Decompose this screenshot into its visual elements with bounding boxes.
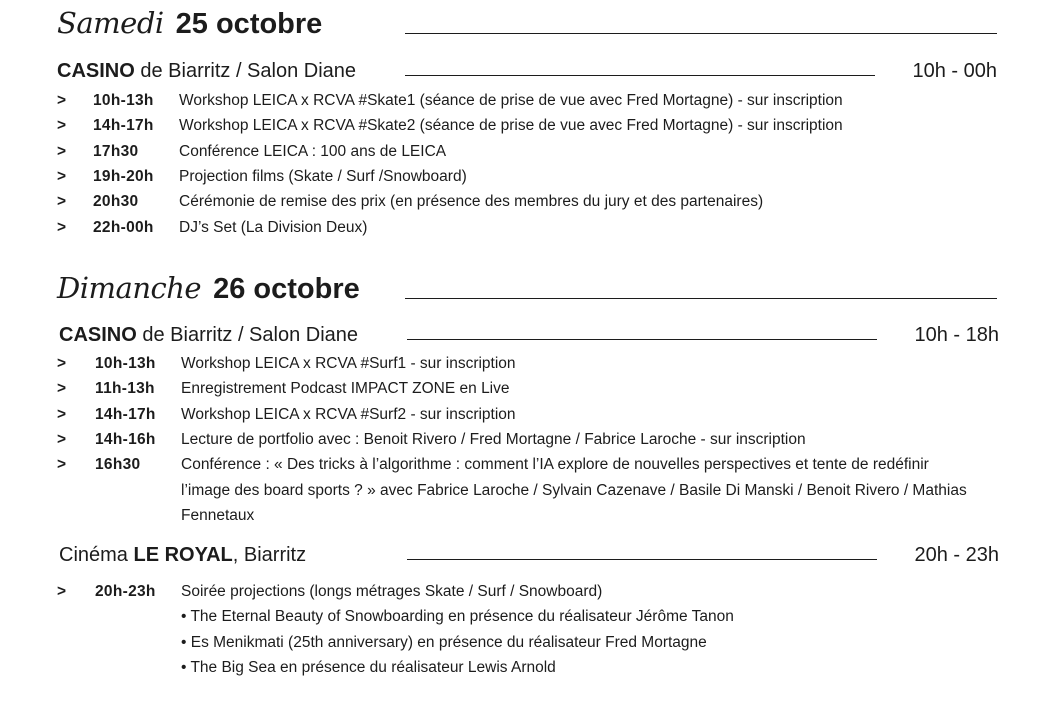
- arrow-icon: >: [57, 92, 67, 109]
- item-description: Conférence : « Des tricks à l’algorithme : comment l’IA explore de nouvelles perspectives et tente de redéfinir l’image des board sports ? » avec Fabrice Laroche / Sylvain Cazenave / Basile Di Manski / Benoit Rivero / Mathias Fennetaux: [181, 456, 967, 524]
- item-description: Enregistrement Podcast IMPACT ZONE en Live: [181, 380, 510, 398]
- venue-heading: [57, 60, 997, 86]
- venue-hours: 10h - 18h: [914, 324, 999, 346]
- item-time: 14h-17h: [95, 405, 156, 423]
- item-description: DJ’s Set (La Division Deux): [179, 218, 368, 236]
- item-time: 17h30: [93, 142, 139, 160]
- item-time: 11h-13h: [95, 380, 155, 398]
- arrow-icon: >: [57, 405, 67, 423]
- venue-hours: 20h - 23h: [914, 544, 999, 566]
- item-time: 14h-17h: [93, 117, 154, 135]
- arrow-icon: >: [57, 167, 67, 185]
- arrow-icon: >: [57, 117, 67, 135]
- venue-name-bold: LE ROYAL: [133, 544, 233, 566]
- venue-suffix: de Biarritz / Salon Diane: [136, 324, 359, 346]
- item-description: Projection films (Skate / Surf /Snowboard): [179, 167, 467, 185]
- venue-suffix: , Biarritz: [232, 544, 307, 566]
- item-description: Cérémonie de remise des prix (en présence des membres du jury et des partenaires): [179, 193, 764, 211]
- venue-prefix: Cinéma: [59, 544, 134, 566]
- venue-heading: [59, 544, 999, 570]
- arrow-icon: >: [57, 430, 67, 448]
- item-description: Soirée projections (longs métrages Skate / Surf / Snowboard): [181, 583, 603, 600]
- day-date: 25 octobre: [175, 8, 323, 40]
- day-date: 26 octobre: [213, 273, 360, 305]
- arrow-icon: >: [57, 142, 67, 160]
- arrow-icon: >: [57, 355, 67, 372]
- film-item: • The Big Sea en présence du réalisateur Lewis Arnold: [181, 659, 556, 677]
- item-time: 19h-20h: [93, 167, 154, 185]
- arrow-icon: >: [57, 218, 67, 236]
- venue-name: [57, 60, 356, 82]
- item-description: Workshop LEICA x RCVA #Surf2 - sur inscription: [181, 405, 516, 423]
- arrow-icon: >: [57, 380, 67, 398]
- item-description: Lecture de portfolio avec : Benoit Rivero / Fred Mortagne / Fabrice Laroche - sur inscription: [181, 430, 806, 448]
- item-time: 16h30: [95, 456, 141, 474]
- item-time: 14h-16h: [95, 430, 156, 448]
- item-time: 10h-13h: [95, 355, 156, 372]
- item-time: 10h-13h: [93, 92, 154, 109]
- item-description: Workshop LEICA x RCVA #Skate1 (séance de prise de vue avec Fred Mortagne) - sur inscription: [179, 92, 843, 109]
- arrow-icon: >: [57, 456, 67, 474]
- item-time: 22h-00h: [93, 218, 154, 236]
- venue-name: [59, 544, 306, 566]
- film-item: • The Eternal Beauty of Snowboarding en présence du réalisateur Jérôme Tanon: [181, 608, 734, 626]
- venue-name-bold: CASINO: [59, 324, 137, 346]
- day-heading: [57, 271, 997, 311]
- venue-hours: 10h - 00h: [912, 60, 997, 82]
- venue-heading: [59, 324, 999, 350]
- venue-name-bold: CASINO: [57, 60, 135, 82]
- item-time: 20h-23h: [95, 583, 156, 600]
- venue-name: [59, 324, 358, 346]
- divider-rule: [405, 33, 997, 34]
- item-time: 20h30: [93, 193, 139, 211]
- item-description: Workshop LEICA x RCVA #Skate2 (séance de prise de vue avec Fred Mortagne) - sur inscription: [179, 117, 843, 135]
- item-description: Conférence LEICA : 100 ans de LEICA: [179, 142, 447, 160]
- divider-rule: [405, 298, 997, 299]
- day-name: Dimanche: [57, 271, 202, 305]
- film-item: • Es Menikmati (25th anniversary) en présence du réalisateur Fred Mortagne: [181, 633, 707, 651]
- divider-rule: [407, 559, 877, 560]
- day-name: Samedi: [57, 6, 164, 40]
- divider-rule: [407, 339, 877, 340]
- item-description: Workshop LEICA x RCVA #Surf1 - sur inscription: [181, 355, 516, 372]
- day-heading: [57, 6, 997, 46]
- arrow-icon: >: [57, 193, 67, 211]
- arrow-icon: >: [57, 583, 67, 600]
- venue-suffix: de Biarritz / Salon Diane: [134, 60, 357, 82]
- divider-rule: [405, 75, 875, 76]
